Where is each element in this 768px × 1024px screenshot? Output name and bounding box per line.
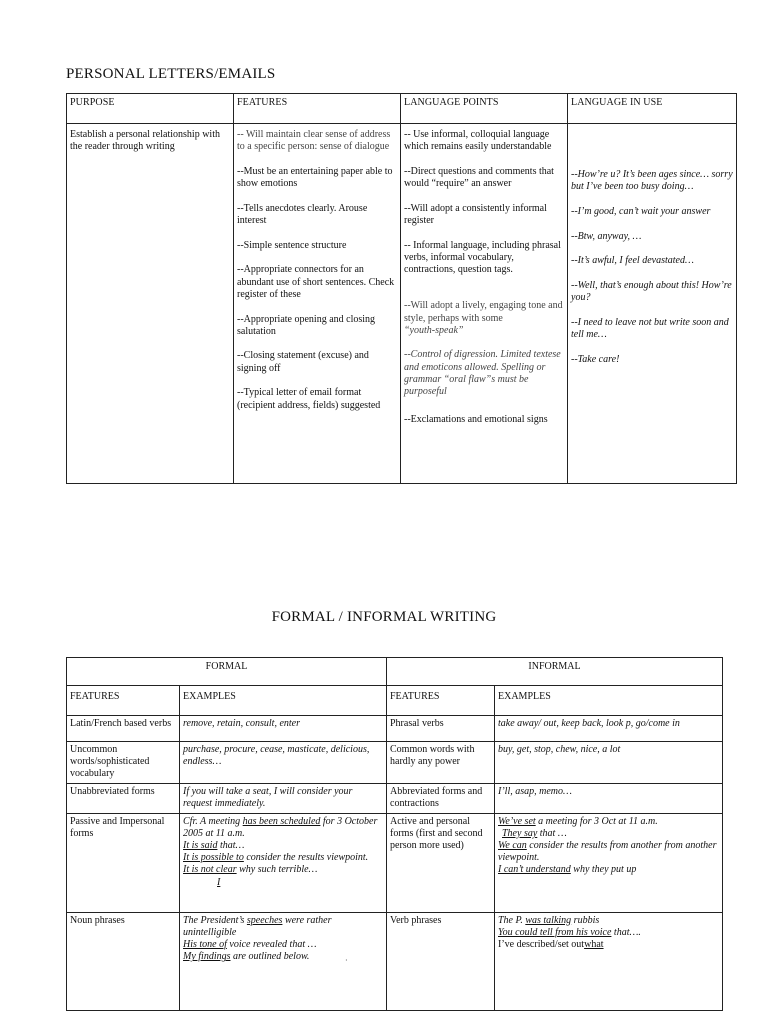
example-text: that… — [217, 840, 245, 852]
informal-feature-cell: Active and personal forms (first and second person more used) — [387, 813, 495, 912]
table-row — [67, 742, 723, 784]
formal-example-cell: remove, retain, consult, enter — [180, 716, 387, 742]
feature-item: --Typical letter of email format (recipient address, fields) suggested — [237, 387, 381, 411]
example-line — [498, 864, 719, 876]
formal-informal-table — [66, 657, 723, 1011]
purpose-text: Establish a personal relationship with the reader through writing — [70, 129, 220, 153]
informal-example-cell: I’ll, asap, memo… — [495, 783, 723, 813]
formal-feature-cell: Latin/French based verbs — [67, 716, 180, 742]
example-underlined: what — [584, 939, 604, 951]
language-in-use-item: --It’s awful, I feel devastated… — [571, 255, 694, 267]
language-in-use-item: --How’re u? It’s been ages since… sorry but I’ve been too busy doing… — [571, 169, 733, 193]
example-line — [183, 816, 383, 840]
formal-feature-cell: Unabbreviated forms — [67, 783, 180, 813]
feature-item: --Simple sentence structure — [237, 239, 347, 251]
table-header-row — [67, 686, 723, 716]
section-title-formal-informal: FORMAL / INFORMAL WRITING — [271, 609, 497, 625]
formal-example-cell: purchase, procure, cease, masticate, delicious, endless… — [180, 742, 387, 784]
example-underlined: was talking — [525, 914, 572, 926]
example-text: Cfr. A meeting — [183, 815, 243, 827]
formal-feature-cell: Noun phrases — [67, 912, 180, 1010]
example-text: I — [217, 876, 221, 888]
example-text: consider the results from another from another viewpoint. — [498, 840, 717, 864]
example-line — [183, 877, 383, 889]
language-in-use-item: --Btw, anyway, … — [571, 230, 642, 242]
stray-mark: · — [345, 956, 348, 965]
header-formal-features: FEATURES — [67, 686, 180, 716]
header-informal-examples: EXAMPLES — [495, 686, 723, 716]
table-row — [67, 813, 723, 912]
table-section-row — [67, 658, 723, 686]
informal-header: INFORMAL — [387, 658, 723, 686]
informal-feature-cell: Abbreviated forms and contractions — [387, 783, 495, 813]
example-underlined: We’ve set — [498, 815, 536, 827]
example-line — [183, 915, 383, 939]
header-language-in-use: LANGUAGE IN USE — [568, 94, 737, 124]
example-line — [183, 951, 383, 963]
example-text: consider the results viewpoint. — [243, 852, 369, 864]
example-text: a meeting for 3 Oct at 11 a.m. — [535, 815, 658, 827]
example-line — [498, 816, 719, 828]
feature-item: --Must be an entertaining paper able to show emotions — [237, 165, 393, 190]
example-underlined: It is possible to — [183, 852, 244, 864]
table-row — [67, 124, 737, 484]
example-underlined: speeches — [246, 914, 283, 926]
example-line — [183, 852, 383, 864]
example-line — [498, 828, 719, 840]
language-point-item: --Will adopt a lively, engaging tone and style, perhaps with some — [404, 300, 563, 324]
example-line — [498, 840, 719, 864]
example-line — [498, 939, 719, 951]
example-text: The P. — [498, 914, 526, 926]
example-underlined: You could tell from his voice — [498, 926, 612, 938]
language-point-item: --Exclamations and emotional signs — [404, 414, 548, 426]
language-point-item: --Direct questions and comments that would “require” an answer — [404, 165, 554, 190]
example-text: were rather unintelligible — [183, 914, 332, 938]
example-line — [498, 927, 719, 939]
table-header-row — [67, 94, 737, 124]
formal-feature-cell: Uncommon words/sophisticated vocabulary — [67, 742, 180, 784]
feature-item: --Appropriate opening and closing salutation — [237, 313, 376, 337]
example-text: why such terrible… — [236, 864, 318, 876]
example-line — [498, 915, 719, 927]
header-purpose: PURPOSE — [67, 94, 234, 124]
example-text: I’ve described/set out — [498, 939, 585, 951]
example-underlined: I can’t understand — [498, 864, 571, 876]
features-cell — [234, 124, 401, 484]
formal-example-cell — [180, 813, 387, 912]
informal-example-cell — [495, 912, 723, 1010]
personal-letters-table — [66, 93, 737, 484]
example-underlined: My findings — [183, 951, 231, 963]
example-text: why they put up — [570, 864, 637, 876]
formal-example-cell: If you will take a seat, I will consider your request immediately. — [180, 783, 387, 813]
language-point-item: --Control of digression. Limited textese and emoticons allowed. Spelling or grammar “oral flaw”s must be purposeful — [404, 349, 561, 398]
example-text: that…. — [611, 926, 641, 938]
language-in-use-item: --Take care! — [571, 353, 620, 365]
table-row — [67, 716, 723, 742]
example-underlined: has been scheduled — [242, 815, 321, 827]
example-underlined: We can — [498, 840, 527, 852]
example-text: are outlined below. — [230, 951, 310, 963]
formal-header: FORMAL — [67, 658, 387, 686]
example-text: for 3 October 2005 at 11 a.m. — [183, 815, 378, 839]
header-language-points: LANGUAGE POINTS — [401, 94, 568, 124]
language-point-item: “youth-speak” — [404, 324, 464, 336]
header-features: FEATURES — [234, 94, 401, 124]
feature-item: --Tells anecdotes clearly. Arouse interest — [237, 202, 368, 227]
example-line — [183, 864, 383, 876]
header-formal-examples: EXAMPLES — [180, 686, 387, 716]
language-in-use-item: --Well, that’s enough about this! How’re you? — [571, 280, 732, 304]
purpose-cell — [67, 124, 234, 484]
feature-item: --Closing statement (excuse) and signing off — [237, 350, 369, 374]
formal-example-cell — [180, 912, 387, 1010]
feature-item: --Appropriate connectors for an abundant use of short sentences. Check register of these — [237, 264, 395, 300]
header-informal-features: FEATURES — [387, 686, 495, 716]
informal-example-cell: take away/ out, keep back, look p, go/come in — [495, 716, 723, 742]
example-text: The President’s — [183, 914, 247, 926]
section-title-personal-letters: PERSONAL LETTERS/EMAILS — [66, 66, 276, 82]
feature-item: -- Will maintain clear sense of address to a specific person: sense of dialogue — [237, 129, 391, 153]
informal-example-cell — [495, 813, 723, 912]
example-line — [183, 840, 383, 852]
informal-feature-cell: Phrasal verbs — [387, 716, 495, 742]
example-text: that … — [537, 827, 567, 839]
language-in-use-cell — [568, 124, 737, 484]
example-text: voice revealed that … — [226, 939, 317, 951]
example-text: rubbis — [571, 914, 600, 926]
table-row — [67, 912, 723, 1010]
language-point-item: --Will adopt a consistently informal register — [404, 202, 547, 227]
informal-feature-cell: Common words with hardly any power — [387, 742, 495, 784]
language-point-item: -- Use informal, colloquial language which remains easily understandable — [404, 129, 552, 153]
informal-feature-cell: Verb phrases — [387, 912, 495, 1010]
language-in-use-item: --I’m good, can’t wait your answer — [571, 205, 711, 217]
example-line — [183, 939, 383, 951]
example-underlined: It is not clear — [183, 864, 237, 876]
example-underlined: It is said — [183, 840, 218, 852]
language-point-item: -- Informal language, including phrasal verbs, informal vocabulary, contractions, question tags. — [404, 239, 561, 276]
example-underlined: They say — [502, 827, 538, 839]
example-underlined: His tone of — [183, 939, 227, 951]
language-in-use-item: --I need to leave not but write soon and tell me… — [571, 316, 729, 341]
table-row — [67, 783, 723, 813]
formal-feature-cell: Passive and Impersonal forms — [67, 813, 180, 912]
informal-example-cell: buy, get, stop, chew, nice, a lot — [495, 742, 723, 784]
language-points-cell — [401, 124, 568, 484]
